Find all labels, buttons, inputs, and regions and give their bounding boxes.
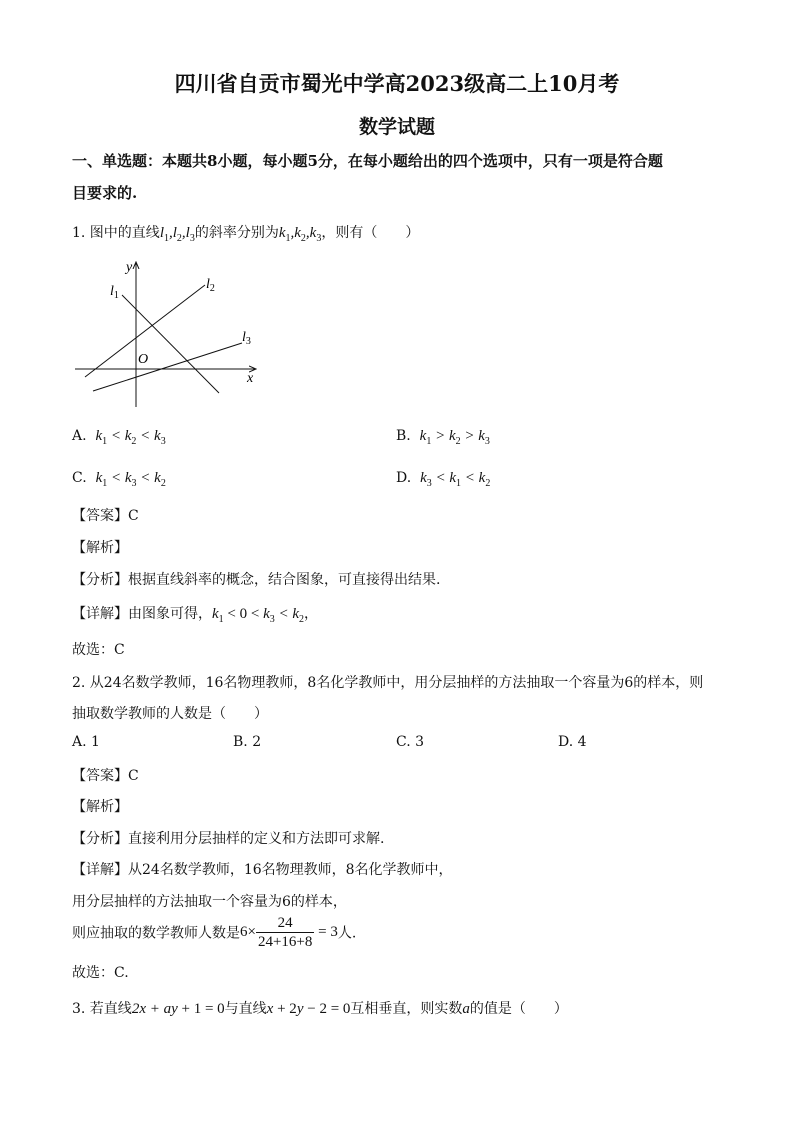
x-axis-label: x bbox=[247, 371, 254, 386]
q1-fenxi: 【分析】根据直线斜率的概念，结合图象，可直接得出结果. bbox=[72, 572, 441, 588]
q2-option-b: B. 2 bbox=[233, 734, 262, 750]
q1-figure bbox=[70, 255, 270, 415]
q2-xiangjie: 【详解】从24名数学教师，16名物理教师，8名化学教师中， bbox=[72, 862, 453, 878]
q2-answer: 【答案】C bbox=[72, 768, 139, 784]
q1-jiexi: 【解析】 bbox=[72, 540, 128, 556]
line-l1 bbox=[122, 295, 219, 393]
line-l3 bbox=[93, 343, 242, 391]
section-heading-line1: 一、单选题：本题共8小题，每小题5分，在每小题给出的四个选项中，只有一项是符合题 bbox=[72, 152, 663, 170]
q1-stem: 1. 图中的直线$l_1,l_2,l_3$的斜率分别为$k_1,k_2,k_3$，则有（ ） bbox=[72, 225, 420, 244]
q1-xiangjie: 【详解】由图象可得，$k_1 < 0 < k_3 < k_2$， bbox=[72, 606, 319, 625]
q2-jiexi: 【解析】 bbox=[72, 799, 128, 815]
q2-stem-line2: 抽取数学教师的人数是（ ） bbox=[72, 706, 268, 722]
l1-label: $l_1$ bbox=[110, 284, 119, 301]
q1-option-d: D. $k_3 < k_1 < k_2$ bbox=[396, 470, 491, 489]
q1-option-c: C. $k_1 < k_3 < k_2$ bbox=[72, 470, 166, 489]
q2-step1: 用分层抽样的方法抽取一个容量为6的样本， bbox=[72, 894, 347, 910]
exam-title: 四川省自贡市蜀光中学高2023级高二上10月考 bbox=[174, 71, 620, 96]
q2-step2: 则应抽取的数学教师人数是6× $\frac{24}{24+16+8}$ = 3人. bbox=[72, 915, 357, 950]
section-heading-line2: 目要求的. bbox=[72, 184, 138, 202]
q2-fraction: $\frac{24}{24+16+8}$ bbox=[257, 915, 313, 950]
q3-stem: 3. 若直线2x + ay + 1 = 0与直线x + 2y − 2 = 0互相垂直，则实数a的值是（ ） bbox=[72, 1001, 568, 1017]
l2-label: $l_2$ bbox=[206, 277, 215, 294]
q2-stem-line1: 2. 从24名数学教师，16名物理教师，8名化学教师中，用分层抽样的方法抽取一个容量为6的样本，则 bbox=[72, 675, 704, 691]
q2-option-d: D. 4 bbox=[558, 734, 587, 750]
q2-option-c: C. 3 bbox=[396, 734, 425, 750]
y-axis-label: y bbox=[126, 260, 133, 275]
q2-fenxi: 【分析】直接利用分层抽样的定义和方法即可求解. bbox=[72, 831, 385, 847]
exam-subtitle: 数学试题 bbox=[358, 116, 435, 138]
q1-option-b: B. $k_1 > k_2 > k_3$ bbox=[396, 428, 490, 447]
q2-option-a: A. 1 bbox=[72, 734, 100, 750]
q1-choice: 故选：C bbox=[72, 642, 125, 658]
q2-choice: 故选：C. bbox=[72, 965, 129, 981]
q1-option-a: A. $k_1 < k_2 < k_3$ bbox=[72, 428, 166, 447]
origin-label: O bbox=[138, 352, 149, 367]
q1-answer: 【答案】C bbox=[72, 508, 139, 524]
l3-label: $l_3$ bbox=[242, 330, 251, 347]
